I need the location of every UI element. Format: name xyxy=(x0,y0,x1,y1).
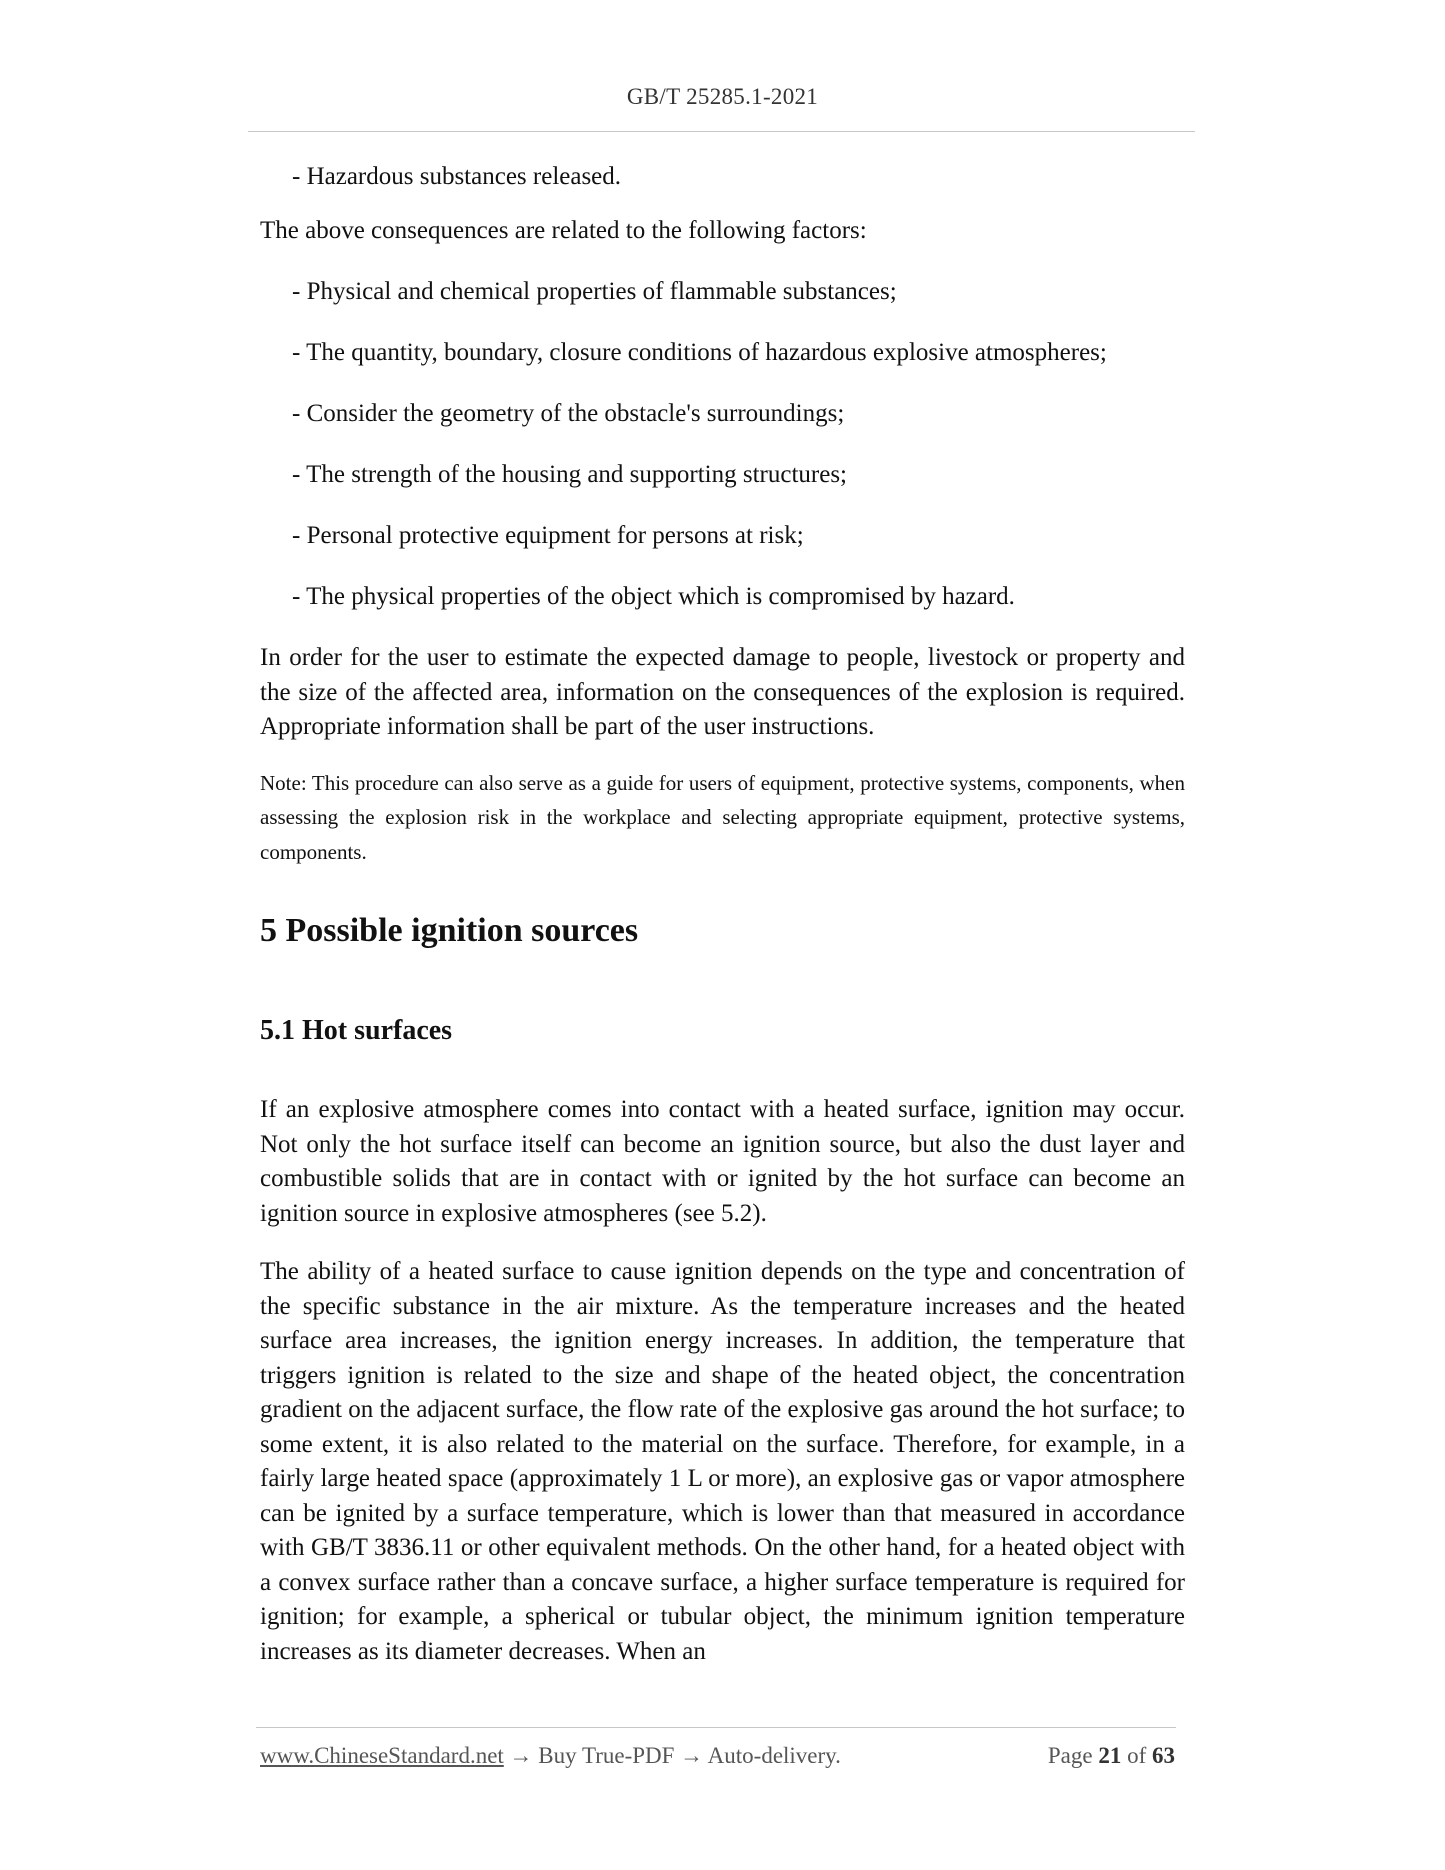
current-page-number: 21 xyxy=(1098,1743,1122,1768)
factor-item: - Personal protective equipment for persons at risk; xyxy=(292,522,804,549)
hot-surfaces-paragraph-1: If an explosive atmosphere comes into contact with a heated surface, ignition may occur. Not only the hot surface itself can become an ignition source, but also the dust layer and combustible solids that are in contact with or ignited by the hot surface can become an ignition source in explosive atmospheres (see 5.2). xyxy=(260,1096,1185,1227)
factor-item: - The quantity, boundary, closure conditions of hazardous explosive atmospheres; xyxy=(292,339,1107,366)
factor-item: - Consider the geometry of the obstacle's surroundings; xyxy=(292,400,845,427)
note-paragraph: Note: This procedure can also serve as a guide for users of equipment, protective systems, components, when assessing the explosion risk in the workplace and selecting appropriate equipment, protective systems, components. xyxy=(260,770,1185,864)
document-id-header: GB/T 25285.1-2021 xyxy=(626,84,819,109)
footer-tagline: → Buy True-PDF → Auto-delivery. xyxy=(503,1743,841,1768)
factor-item: - Physical and chemical properties of flammable substances; xyxy=(292,278,897,305)
section-heading: 5 Possible ignition sources xyxy=(260,912,639,949)
of-word: of xyxy=(1127,1743,1147,1768)
factor-item: - The physical properties of the object which is compromised by hazard. xyxy=(292,583,1015,610)
page-word: Page xyxy=(1047,1743,1093,1768)
page-footer xyxy=(260,1743,1175,1777)
user-instructions-paragraph: In order for the user to estimate the expected damage to people, livestock or property and the size of the affected area, information on the consequences of the explosion is required. Appropriate information shall be part of the user instructions. xyxy=(260,644,1185,740)
consequence-bullet: - Hazardous substances released. xyxy=(292,163,622,190)
header-divider xyxy=(248,131,1195,132)
footer-divider xyxy=(256,1727,1176,1728)
total-pages-number: 63 xyxy=(1152,1743,1175,1768)
hot-surfaces-paragraph-2: The ability of a heated surface to cause ignition depends on the type and concentration of the specific substance in the air mixture. As the temperature increases and the heated surface area increases, the ignition energy increases. In addition, the temperature that triggers ignition is related to the size and shape of the heated object, the concentration gradient on the adjacent surface, the flow rate of the explosive gas around the hot surface; to some extent, it is also related to the material on the surface. Therefore, for example, in a fairly large heated space (approximately 1 L or more), an explosive gas or vapor atmosphere can be ignited by a surface temperature, which is lower than that measured in accordance with GB/T 3836.11 or other equivalent methods. On the other hand, for a heated object with a convex surface rather than a concave surface, a higher surface temperature is required for ignition; for example, a spherical or tubular object, the minimum ignition temperature increases as its diameter decreases. When an xyxy=(260,1258,1185,1665)
factors-intro: The above consequences are related to the following factors: xyxy=(260,217,867,244)
page-indicator xyxy=(1048,1743,1175,1769)
page-content xyxy=(260,160,1185,1690)
factor-item: - The strength of the housing and supporting structures; xyxy=(292,461,848,488)
subsection-heading: 5.1 Hot surfaces xyxy=(260,1015,453,1046)
website-link[interactable]: www.ChineseStandard.net xyxy=(260,1743,504,1768)
footer-promo xyxy=(260,1743,841,1769)
